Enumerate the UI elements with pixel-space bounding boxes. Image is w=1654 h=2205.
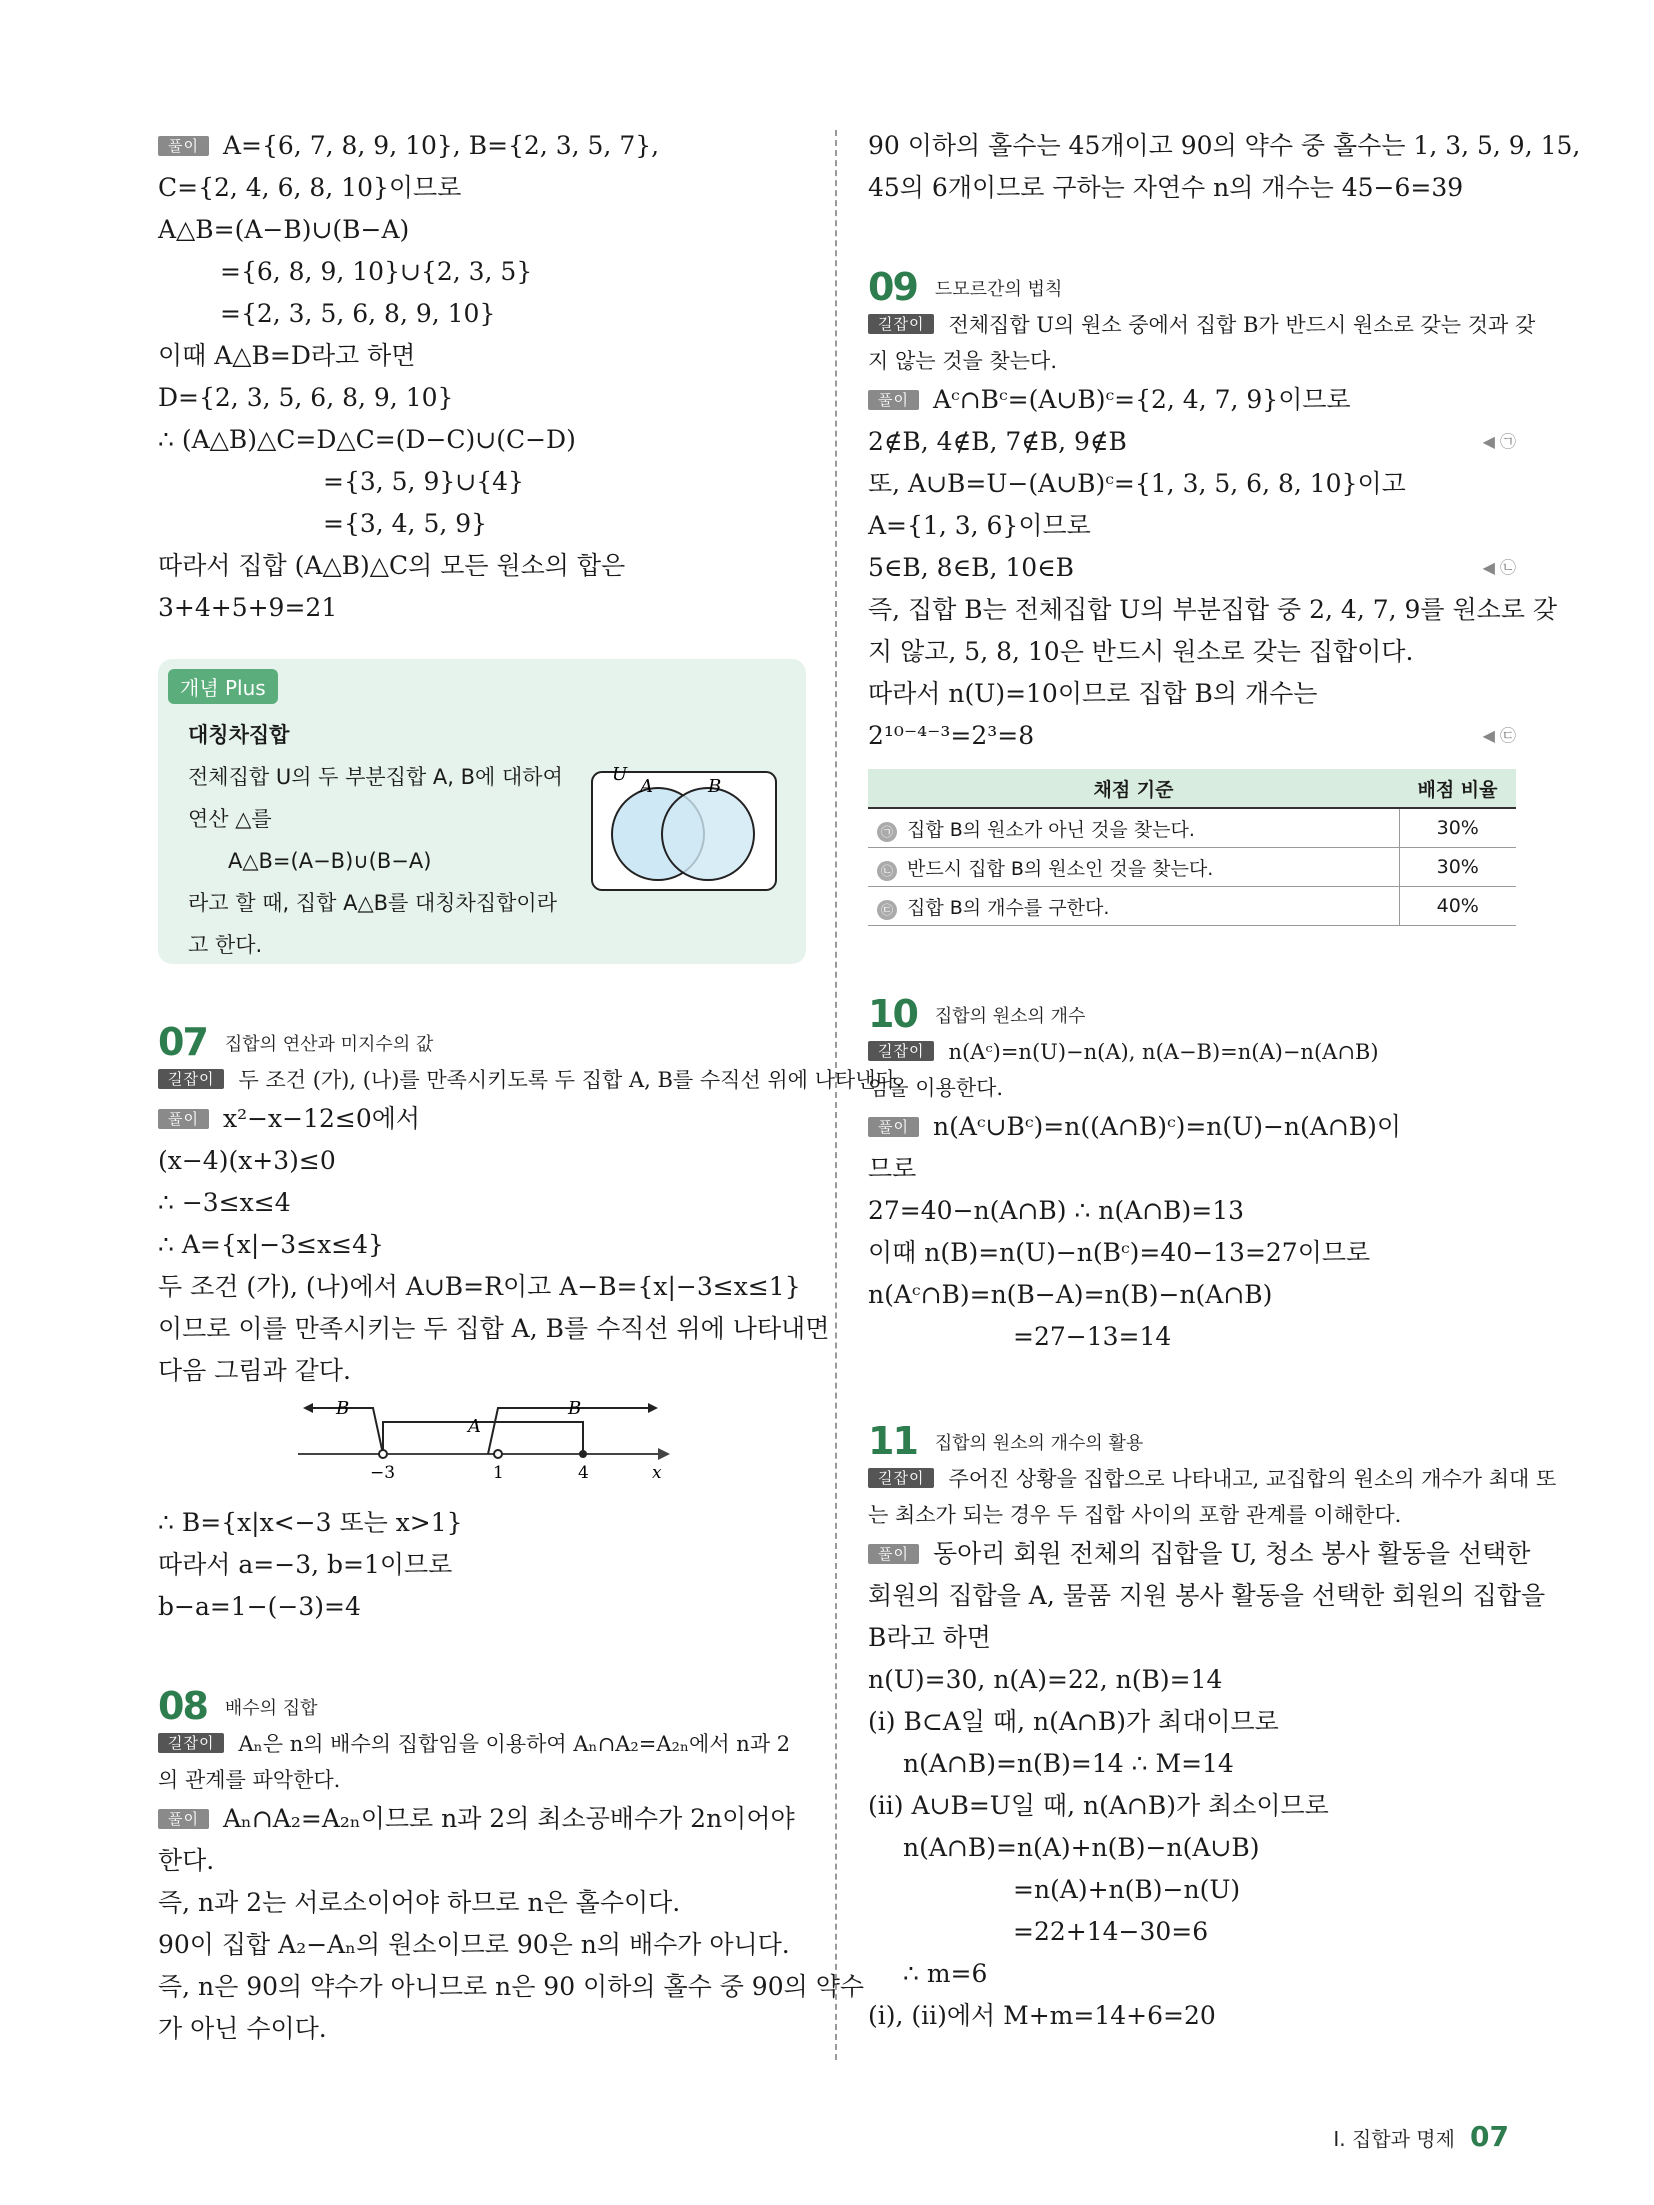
scoring-table bbox=[868, 769, 1516, 926]
guide-line: 길잡이 두 조건 (가), (나)를 만족시키도록 두 집합 A, B를 수직선 위에 나타낸다. bbox=[158, 1062, 806, 1098]
guide-line: 길잡이 주어진 상황을 집합으로 나타내고, 교집합의 원소의 개수가 최대 또 bbox=[868, 1461, 1516, 1497]
table-row: ㉢ 집합 B의 개수를 구한다. 40% bbox=[868, 887, 1516, 926]
sol-line: 지 않고, 5, 8, 10은 반드시 원소로 갖는 집합이다. bbox=[868, 637, 1414, 666]
section-title: 집합의 연산과 미지수의 값 bbox=[224, 1034, 434, 1055]
sol-badge: 풀이 bbox=[158, 1109, 209, 1129]
nl-tick: 4 bbox=[578, 1463, 589, 1483]
number-line-figure bbox=[158, 1392, 806, 1502]
section-title: 드모르간의 법칙 bbox=[934, 279, 1063, 300]
sol-line: D={2, 3, 5, 6, 8, 9, 10} bbox=[158, 383, 454, 412]
section-title: 집합의 원소의 개수 bbox=[934, 1006, 1086, 1027]
venn-label-u: U bbox=[612, 764, 628, 785]
section-number: 10 bbox=[868, 992, 917, 1036]
sol-line: ={2, 3, 5, 6, 8, 9, 10} bbox=[220, 299, 496, 328]
nl-axis-label: x bbox=[652, 1463, 662, 1483]
sol-line: 따라서 a=−3, b=1이므로 bbox=[158, 1550, 453, 1579]
section-number: 09 bbox=[868, 265, 917, 309]
sol-badge: 풀이 bbox=[158, 1809, 209, 1829]
concept-plus-tag: 개념 Plus bbox=[168, 669, 278, 704]
sol-line: 2∉B, 4∉B, 7∉B, 9∉B ◀ ㉠ bbox=[868, 421, 1516, 463]
sol-line: 27=40−n(A∩B) ∴ n(A∩B)=13 bbox=[868, 1196, 1245, 1225]
sol-line: 따라서 n(U)=10이므로 집합 B의 개수는 bbox=[868, 679, 1318, 708]
section-07-header bbox=[158, 1014, 806, 1062]
sol-line: ={3, 5, 9}∪{4} bbox=[323, 467, 524, 496]
venn-label-b: B bbox=[708, 776, 722, 797]
nl-label-b-left: B bbox=[336, 1398, 350, 1419]
sol-badge: 풀이 bbox=[868, 390, 919, 410]
sol-line: n(A∩B)=n(A)+n(B)−n(A∪B) bbox=[903, 1833, 1260, 1862]
sol-line: C={2, 4, 6, 8, 10}이므로 bbox=[158, 173, 462, 202]
sol-badge: 풀이 bbox=[868, 1544, 919, 1564]
sol-line: ∴ B={x|x<−3 또는 x>1} bbox=[158, 1508, 463, 1537]
sol-line: 45의 6개이므로 구하는 자연수 n의 개수는 45−6=39 bbox=[868, 173, 1464, 202]
nl-label-b-right: B bbox=[568, 1398, 582, 1419]
table-header: 채점 기준 bbox=[868, 769, 1399, 808]
sol-line: 2¹⁰⁻⁴⁻³=2³=8 ◀ ㉢ bbox=[868, 715, 1516, 757]
chapter-label: I. 집합과 명제 bbox=[1333, 2127, 1455, 2151]
section-title: 배수의 집합 bbox=[224, 1698, 318, 1719]
right-column bbox=[868, 125, 1581, 2037]
sol-line: (i), (ii)에서 M+m=14+6=20 bbox=[868, 2001, 1216, 2030]
sol-line: n(Aᶜ∩B)=n(B−A)=n(B)−n(A∩B) bbox=[868, 1280, 1273, 1309]
concept-plus-box bbox=[158, 659, 806, 964]
sol-line: 가 아닌 수이다. bbox=[158, 2014, 327, 2043]
sol-line: =n(A)+n(B)−n(U) bbox=[1013, 1875, 1241, 1904]
concept-line: 고 한다. bbox=[188, 933, 263, 957]
sol-line: 5∈B, 8∈B, 10∈B ◀ ㉡ bbox=[868, 547, 1516, 589]
sol-line: 즉, n은 90의 약수가 아니므로 n은 90 이하의 홀수 중 90의 약수 bbox=[158, 1972, 864, 2001]
sol-line: 풀이 Aᶜ∩Bᶜ=(A∪B)ᶜ={2, 4, 7, 9}이므로 bbox=[868, 379, 1516, 421]
sol-line: n(A∩B)=n(B)=14 ∴ M=14 bbox=[903, 1749, 1234, 1778]
nl-tick: 1 bbox=[493, 1463, 504, 1483]
sol-line: (x−4)(x+3)≤0 bbox=[158, 1146, 336, 1175]
section-number: 08 bbox=[158, 1684, 207, 1728]
sol-line: 즉, 집합 B는 전체집합 U의 부분집합 중 2, 4, 7, 9를 원소로 갖 bbox=[868, 595, 1558, 624]
sol-line: 이때 A△B=D라고 하면 bbox=[158, 341, 416, 370]
sol-line: ={6, 8, 9, 10}∪{2, 3, 5} bbox=[220, 257, 533, 286]
guide-line: 는 최소가 되는 경우 두 집합 사이의 포함 관계를 이해한다. bbox=[868, 1503, 1402, 1527]
sol-line: ∴ (A△B)△C=D△C=(D−C)∪(C−D) bbox=[158, 425, 576, 454]
sol-line: 이므로 이를 만족시키는 두 집합 A, B를 수직선 위에 나타내면 bbox=[158, 1314, 830, 1343]
sol-line: (ii) A∪B=U일 때, n(A∩B)가 최소이므로 bbox=[868, 1791, 1329, 1820]
sol-line: ∴ A={x|−3≤x≤4} bbox=[158, 1230, 384, 1259]
concept-line: 전체집합 U의 두 부분집합 A, B에 대하여 bbox=[188, 765, 563, 789]
table-header: 배점 비율 bbox=[1399, 769, 1516, 808]
guide-line: 길잡이 n(Aᶜ)=n(U)−n(A), n(A−B)=n(A)−n(A∩B) bbox=[868, 1034, 1516, 1070]
sol-line: 풀이 동아리 회원 전체의 집합을 U, 청소 봉사 활동을 선택한 bbox=[868, 1533, 1516, 1575]
sol-badge: 풀이 bbox=[158, 136, 209, 156]
nl-label-a: A bbox=[468, 1416, 481, 1437]
guide-badge: 길잡이 bbox=[868, 314, 934, 334]
page-footer bbox=[1333, 2120, 1509, 2153]
sol-line: 두 조건 (가), (나)에서 A∪B=R이고 A−B={x|−3≤x≤1} bbox=[158, 1272, 801, 1301]
venn-diagram bbox=[590, 764, 780, 894]
score-mark: ◀ ㉡ bbox=[1482, 558, 1516, 577]
sol-line: 90 이하의 홀수는 45개이고 90의 약수 중 홀수는 1, 3, 5, 9, 15, bbox=[868, 131, 1581, 160]
guide-badge: 길잡이 bbox=[158, 1733, 224, 1753]
concept-line: 라고 할 때, 집합 A△B를 대칭차집합이라 bbox=[188, 891, 557, 915]
sol-line: n(U)=30, n(A)=22, n(B)=14 bbox=[868, 1665, 1223, 1694]
sol-line: =27−13=14 bbox=[1013, 1322, 1172, 1351]
sol-line: 3+4+5+9=21 bbox=[158, 593, 338, 622]
sol-line: ={3, 4, 5, 9} bbox=[323, 509, 488, 538]
sol-line: =22+14−30=6 bbox=[1013, 1917, 1209, 1946]
section-number: 11 bbox=[868, 1419, 917, 1463]
concept-line: 연산 △를 bbox=[188, 807, 272, 831]
guide-line: 길잡이 전체집합 U의 원소 중에서 집합 B가 반드시 원소로 갖는 것과 갖 bbox=[868, 307, 1516, 343]
guide-badge: 길잡이 bbox=[158, 1069, 224, 1089]
page-number: 07 bbox=[1470, 2120, 1509, 2153]
sol-line: 므로 bbox=[868, 1154, 917, 1183]
sol-line: B라고 하면 bbox=[868, 1623, 991, 1652]
sol-line: 다음 그림과 같다. bbox=[158, 1356, 351, 1385]
table-row: ㉡ 반드시 집합 B의 원소인 것을 찾는다. 30% bbox=[868, 848, 1516, 887]
guide-line: 의 관계를 파악한다. bbox=[158, 1768, 341, 1792]
section-08-header bbox=[158, 1678, 806, 1726]
score-mark: ◀ ㉢ bbox=[1482, 726, 1516, 745]
sol-line: 즉, n과 2는 서로소이어야 하므로 n은 홀수이다. bbox=[158, 1888, 681, 1917]
sol-line: (i) B⊂A일 때, n(A∩B)가 최대이므로 bbox=[868, 1707, 1279, 1736]
guide-badge: 길잡이 bbox=[868, 1041, 934, 1061]
sol-line: 이때 n(B)=n(U)−n(Bᶜ)=40−13=27이므로 bbox=[868, 1238, 1371, 1267]
concept-title: 대칭차집합 bbox=[188, 723, 290, 747]
sol-line: A△B=(A−B)∪(B−A) bbox=[158, 215, 410, 244]
sol-line: ∴ m=6 bbox=[903, 1959, 988, 1988]
column-divider bbox=[835, 130, 837, 2060]
guide-line: 임을 이용한다. bbox=[868, 1076, 1004, 1100]
sol-line: 풀이 Aₙ∩A₂=A₂ₙ이므로 n과 2의 최소공배수가 2n이어야 bbox=[158, 1798, 806, 1840]
sol-line: 회원의 집합을 A, 물품 지원 봉사 활동을 선택한 회원의 집합을 bbox=[868, 1581, 1546, 1610]
sol-line: 풀이 x²−x−12≤0에서 bbox=[158, 1098, 806, 1140]
venn-label-a: A bbox=[640, 776, 653, 797]
guide-badge: 길잡이 bbox=[868, 1468, 934, 1488]
nl-tick: −3 bbox=[370, 1463, 396, 1483]
sol-badge: 풀이 bbox=[868, 1117, 919, 1137]
sol-line: ∴ −3≤x≤4 bbox=[158, 1188, 291, 1217]
concept-line: A△B=(A−B)∪(B−A) bbox=[228, 849, 432, 873]
score-mark: ◀ ㉠ bbox=[1482, 432, 1516, 451]
sol-line: 따라서 집합 (A△B)△C의 모든 원소의 합은 bbox=[158, 551, 626, 580]
sol-line: A={1, 3, 6}이므로 bbox=[868, 511, 1091, 540]
guide-line: 길잡이 Aₙ은 n의 배수의 집합임을 이용하여 Aₙ∩A₂=A₂ₙ에서 n과 2 bbox=[158, 1726, 806, 1762]
sol-line: 한다. bbox=[158, 1846, 215, 1875]
guide-line: 지 않는 것을 찾는다. bbox=[868, 349, 1057, 373]
section-number: 07 bbox=[158, 1020, 207, 1064]
sol-line: 90이 집합 A₂−Aₙ의 원소이므로 90은 n의 배수가 아니다. bbox=[158, 1930, 790, 1959]
sol-line: 풀이 A={6, 7, 8, 9, 10}, B={2, 3, 5, 7}, bbox=[158, 125, 806, 167]
section-10-header bbox=[868, 986, 1516, 1034]
sol-line: 또, A∪B=U−(A∪B)ᶜ={1, 3, 5, 6, 8, 10}이고 bbox=[868, 469, 1406, 498]
sol-line: b−a=1−(−3)=4 bbox=[158, 1592, 361, 1621]
section-11-header bbox=[868, 1413, 1516, 1461]
section-title: 집합의 원소의 개수의 활용 bbox=[934, 1433, 1144, 1454]
sol-line: 풀이 n(Aᶜ∪Bᶜ)=n((A∩B)ᶜ)=n(U)−n(A∩B)이 bbox=[868, 1106, 1516, 1148]
section-09-header bbox=[868, 259, 1516, 307]
table-row: ㉠ 집합 B의 원소가 아닌 것을 찾는다. 30% bbox=[868, 808, 1516, 848]
